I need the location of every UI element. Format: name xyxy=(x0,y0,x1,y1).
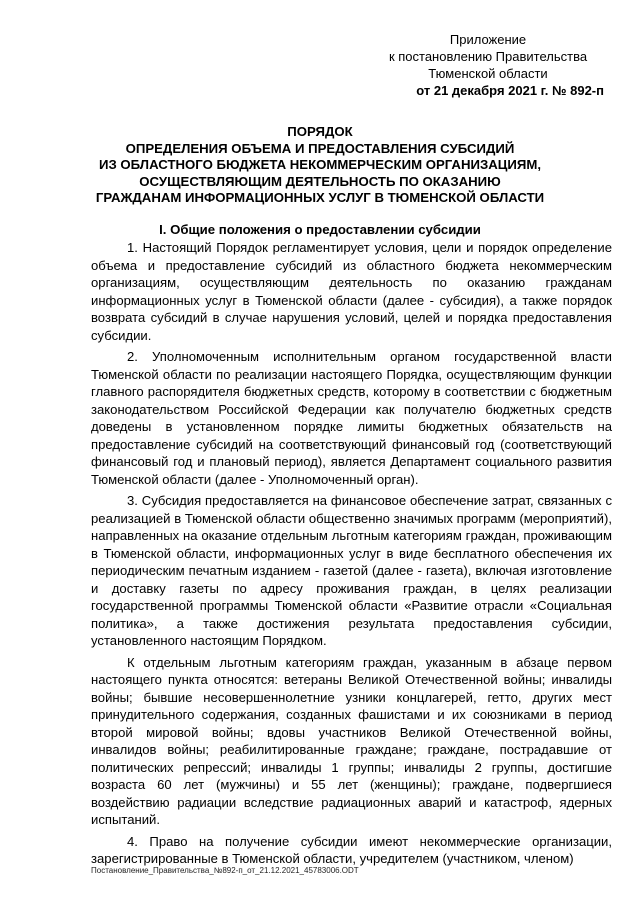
title-line-4: ОСУЩЕСТВЛЯЮЩИМ ДЕЯТЕЛЬНОСТЬ ПО ОКАЗАНИЮ xyxy=(139,173,501,189)
title-line-3: ИЗ ОБЛАСТНОГО БЮДЖЕТА НЕКОММЕРЧЕСКИМ ОРГАНИЗАЦИЯМ, xyxy=(99,157,541,173)
title-line-5: ГРАЖДАНАМ ИНФОРМАЦИОННЫХ УСЛУГ В ТЮМЕНСКОЙ ОБЛАСТИ xyxy=(95,190,545,206)
appendix-line-2: к постановлению Правительства xyxy=(388,49,588,64)
paragraph-4: 4. Право на получение субсидии имеют некоммерческие организации, зарегистрированные в Тюменской области, учредителем (участником, членом) xyxy=(91,833,612,866)
paragraph-3-categories: К отдельным льготным категориям граждан, указанным в абзаце первом настоящего пункта относятся: ветераны Великой Отечественной войны; инвалиды войны; бывшие несовершеннолетние узники концлагерей, гетто, других мест принудительного содержания, созданных фашистами и их союзниками в период второй мировой войны; вдовы участников Великой Отечественной войны, инвалидов войны; реабилитированные граждане; граждане, пострадавшие от политических репрессий; инвалиды 1 группы; инвалиды 2 группы, достигшие возраста 60 лет (мужчины) и 55 лет (женщины); граждане, подвергшиеся воздействию радиации вследствие радиационных аварий и катастроф, ядерных испытаний. xyxy=(91,654,612,827)
appendix-block xyxy=(368,31,608,99)
section-heading: I. Общие положения о предоставлении субсидии xyxy=(159,222,481,237)
paragraph-1: 1. Настоящий Порядок регламентирует условия, цели и порядок определение объема и предоставление субсидий из областного бюджета некоммерческим организациям, осуществляющим деятельность по оказанию гражданам информационных услуг в Тюменской области (далее - субсидия), а также порядок возврата субсидий в случае нарушения условий, целей и порядка предоставления субсидии. xyxy=(91,240,612,343)
document-title xyxy=(80,124,560,207)
paragraph-2: 2. Уполномоченным исполнительным органом государственной власти Тюменской области по реализации настоящего Порядка, осуществляющим функции главного распорядителя бюджетных средств, которому в соответствии с бюджетным законодательством Российской Федерации как получателю бюджетных средств доведены в установленном порядке лимиты бюджетных обязательств на предоставление субсидий на соответствующий финансовый год (соответствующий финансовый год и плановый период), является Департамент социального развития Тюменской области (далее - Уполномоченный орган). xyxy=(91,349,612,487)
appendix-line-3: Тюменской области xyxy=(428,66,548,81)
document-body xyxy=(91,239,612,872)
appendix-date-number: от 21 декабря 2021 г. № 892-п xyxy=(416,83,604,98)
appendix-line-1: Приложение xyxy=(449,32,527,47)
title-line-1: ПОРЯДОК xyxy=(287,124,353,139)
title-line-2: ОПРЕДЕЛЕНИЯ ОБЪЕМА И ПРЕДОСТАВЛЕНИЯ СУБСИДИЙ xyxy=(125,140,515,156)
paragraph-3: 3. Субсидия предоставляется на финансовое обеспечение затрат, связанных с реализацией в Тюменской области общественно значимых программ (мероприятий), направленных на оказание отдельным льготным категориям граждан, проживающим в Тюменской области, информационных услуг в виде бесплатного обеспечения их периодическим печатным изданием - газетой (далее - газета), включая изготовление и доставку газеты по адресу проживания граждан, в целях реализации государственной программы Тюменской области «Развитие отрасли «Социальная политика», а также достижения результата предоставления субсидии, установленного настоящим Порядком. xyxy=(91,493,612,648)
file-footer: Постановление_Правительства_№892-п_от_21.12.2021_45783006.ODT xyxy=(91,866,359,875)
